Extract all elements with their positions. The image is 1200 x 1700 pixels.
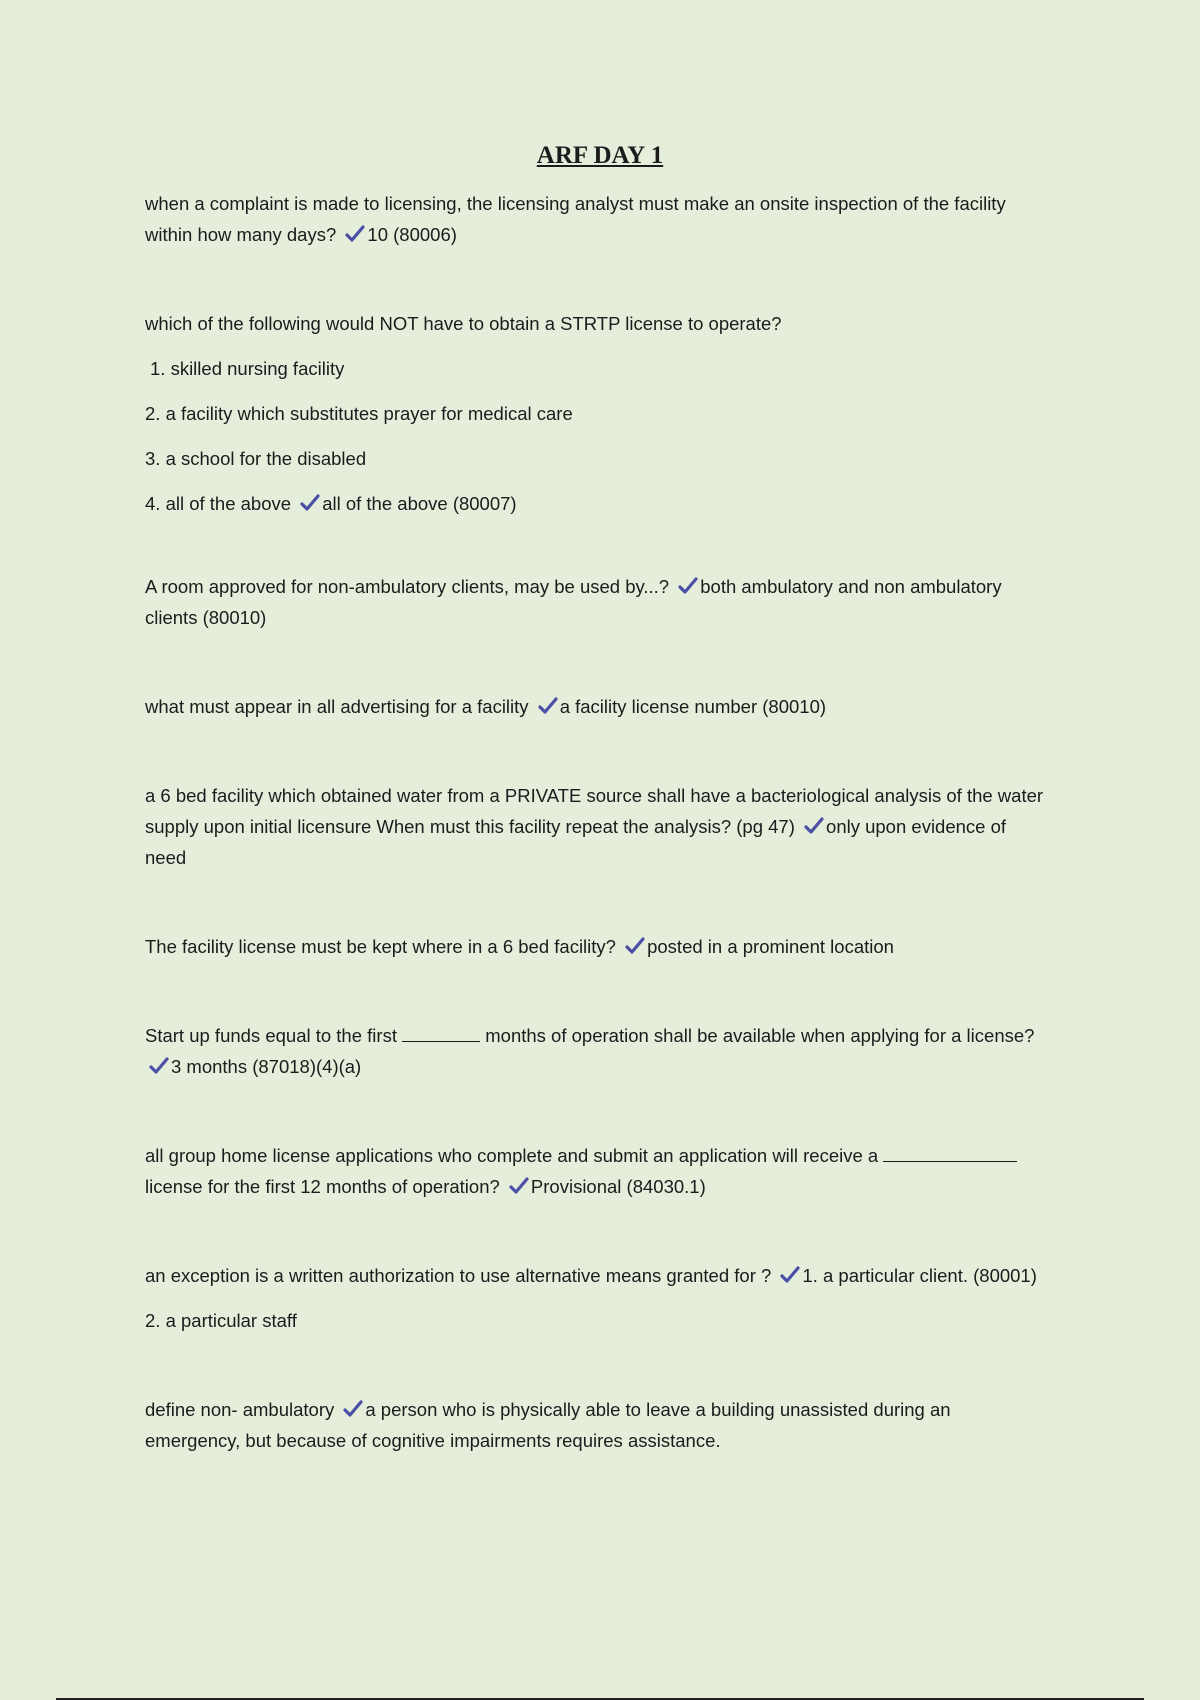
option-3: 3. a school for the disabled	[145, 448, 367, 469]
question-answer	[145, 931, 1045, 962]
qa-item-10	[145, 1394, 1045, 1456]
page-title: ARF DAY 1	[536, 142, 664, 169]
checkmark-icon	[345, 225, 365, 243]
question-text: a 6 bed facility which obtained water from a PRIVATE source shall have a bacteriological analysis of the water supply upon initial licensure When must this facility repeat the analysis? (pg 47)	[145, 785, 1044, 837]
qa-item-5	[145, 780, 1045, 873]
question-text-start: all group home license applications who complete and submit an application will receive a	[145, 1145, 879, 1166]
answer-text: all of the above (80007)	[322, 493, 517, 514]
question-text: define non- ambulatory	[145, 1399, 335, 1420]
question-text: an exception is a written authorization to use alternative means granted for ?	[145, 1265, 772, 1286]
question-answer	[145, 188, 1045, 250]
question-text-end: license for the first 12 months of operation?	[145, 1176, 500, 1197]
checkmark-icon	[678, 577, 698, 595]
answer-text: 3 months (87018)(4)(a)	[171, 1056, 362, 1077]
question-answer	[145, 1394, 1045, 1456]
qa-item-7	[145, 1020, 1045, 1082]
question-answer	[145, 691, 1045, 722]
question-text: A room approved for non-ambulatory clients, may be used by...?	[145, 576, 670, 597]
fill-in-blank	[883, 1143, 1017, 1162]
qa-item-3	[145, 571, 1045, 633]
answer-text: a facility license number (80010)	[559, 696, 827, 717]
option-4: 4. all of the above	[145, 493, 292, 514]
checkmark-icon	[149, 1057, 169, 1075]
question-answer	[145, 780, 1045, 873]
answer-text: 10 (80006)	[367, 224, 457, 245]
option-1: 1. skilled nursing facility	[150, 358, 345, 379]
checkmark-icon	[804, 817, 824, 835]
checkmark-icon	[538, 697, 558, 715]
question-answer	[145, 1260, 1045, 1291]
document-page	[145, 142, 1045, 1514]
qa-item-4	[145, 691, 1045, 722]
checkmark-icon	[300, 494, 320, 512]
answer-text: only upon evidence of need	[145, 816, 1007, 868]
answer-text: Provisional (84030.1)	[530, 1176, 706, 1197]
answer-text: a person who is physically able to leave a building unassisted during an emergency, but because of cognitive impairments requires assistance.	[145, 1399, 951, 1451]
qa-item-6	[145, 931, 1045, 962]
answer-text: posted in a prominent location	[647, 936, 894, 957]
checkmark-icon	[509, 1177, 529, 1195]
question-text: The facility license must be kept where in a 6 bed facility?	[145, 936, 616, 957]
checkmark-icon	[625, 937, 645, 955]
qa-item-9	[145, 1260, 1045, 1336]
option-4-with-answer	[145, 488, 1045, 519]
qa-item-8	[145, 1140, 1045, 1202]
qa-item-2	[145, 308, 1045, 519]
question-answer	[145, 1140, 1045, 1202]
question-text: when a complaint is made to licensing, the licensing analyst must make an onsite inspection of the facility within how many days?	[145, 193, 1006, 245]
question-text: which of the following would NOT have to obtain a STRTP license to operate?	[145, 313, 782, 334]
question-text: what must appear in all advertising for a facility	[145, 696, 529, 717]
question-answer	[145, 1020, 1045, 1082]
fill-in-blank	[402, 1023, 480, 1042]
qa-item-1	[145, 188, 1045, 250]
question-text-end: months of operation shall be available when applying for a license?	[485, 1025, 1035, 1046]
checkmark-icon	[343, 1400, 363, 1418]
answer-extra-line: 2. a particular staff	[145, 1310, 297, 1331]
option-2: 2. a facility which substitutes prayer for medical care	[145, 403, 573, 424]
question-answer	[145, 571, 1045, 633]
answer-text: 1. a particular client. (80001)	[802, 1265, 1037, 1286]
answer-text: both ambulatory and non ambulatory clients (80010)	[145, 576, 1002, 628]
checkmark-icon	[780, 1266, 800, 1284]
question-text-start: Start up funds equal to the first	[145, 1025, 397, 1046]
